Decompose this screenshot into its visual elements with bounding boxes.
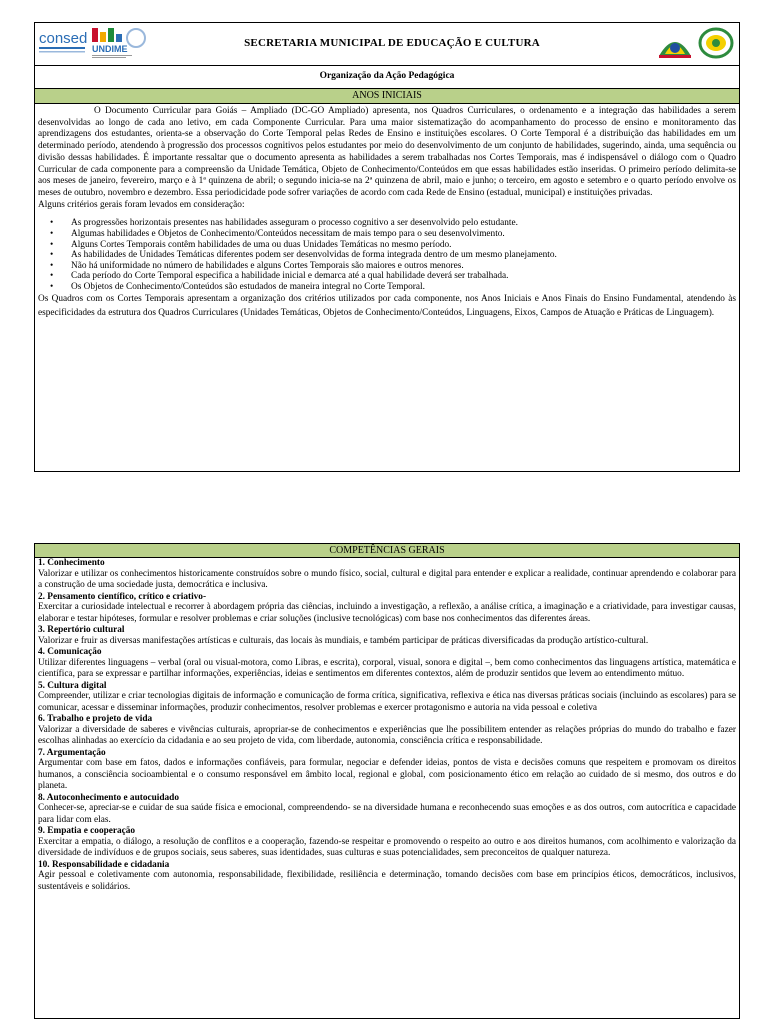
competencia-title: 5. Cultura digital	[38, 680, 107, 691]
bullet-icon: •	[50, 218, 54, 229]
section-subtitle: Organização da Ação Pedagógica	[35, 66, 739, 89]
competencia-title: 6. Trabalho e projeto de vida	[38, 714, 153, 724]
competencia-text: Exercitar a empatia, o diálogo, a resolução de conflitos e a cooperação, fazendo-se respeitar e promovendo o respeito ao outro e aos direitos humanos, com acolhimento e valorização da diversidade de indivíduos e de grupos sociais, seus saberes, suas identidades, suas culturas e suas potencialidades, sem preconceitos de qualquer natureza.	[38, 836, 736, 858]
list-item	[38, 271, 736, 282]
competencia-text: Valorizar a diversidade de saberes e vivências culturais, apropriar-se de conhecimentos e experiências que lhe possibilitem entender as relações próprias do mundo do trabalho e fazer escolhas alinhadas ao exercício da cidadania e ao seu projeto de vida, com liberdade, autonomia, consciência crítica e responsabilidade.	[38, 724, 736, 746]
competencia-title: 1. Conhecimento	[38, 558, 105, 568]
bullet-icon: •	[50, 260, 54, 271]
criteria-item-text: As progressões horizontais presentes nas habilidades asseguram o processo cognitivo a ser desenvolvido pelo estudante.	[71, 218, 518, 229]
criteria-item-text: As habilidades de Unidades Temáticas diferentes podem ser desenvolvidas de forma integrada dentro de um mesmo planejamento.	[71, 250, 557, 261]
svg-text:consed: consed	[39, 30, 88, 47]
bullet-icon: •	[50, 271, 54, 282]
bullet-icon: •	[50, 281, 54, 292]
anos-iniciais-section	[34, 22, 740, 472]
anos-iniciais-heading: ANOS INICIAIS	[35, 89, 739, 104]
criteria-item-text: Alguns Cortes Temporais contêm habilidades de uma ou duas Unidades Temáticas no mesmo período.	[71, 239, 452, 250]
competencia-title: 10. Responsabilidade e cidadania	[38, 859, 170, 870]
criteria-intro: Alguns critérios gerais foram levados em consideração:	[38, 199, 245, 210]
competencias-heading: COMPETÊNCIAS GERAIS	[35, 544, 739, 558]
competencia-text: Utilizar diferentes linguagens – verbal (oral ou visual-motora, como Libras, e escrita), corporal, visual, sonora e digital –, bem como conhecimentos das linguagens artística, matemática e científica, para se expressar e partilhar informações, experiências, ideias e sentimentos em diferentes contextos, além de produzir sentidos que levem ao entendimento mútuo.	[38, 657, 736, 679]
competencia-text: Compreender, utilizar e criar tecnologias digitais de informação e comunicação de forma crítica, significativa, reflexiva e ética nas diversas práticas sociais (incluindo as escolares) para se comunicar, acessar e disseminar informações, produzir conhecimentos, resolver problemas e exercer protagonismo e autoria na vida pessoal e coletiva	[38, 691, 736, 713]
competencia-title: 9. Empatia e cooperação	[38, 826, 136, 836]
competencias-gerais-section	[34, 543, 740, 1019]
intro-text	[35, 104, 739, 320]
bullet-icon: •	[50, 250, 54, 261]
competencia-text: Conhecer-se, apreciar-se e cuidar de sua saúde física e emocional, compreendendo- se na diversidade humana e reconhecendo suas emoções e as dos outros, com autocrítica e capacidade para lidar com elas.	[38, 803, 736, 825]
svg-text:UNDIME: UNDIME	[92, 44, 128, 54]
document-header	[35, 23, 739, 66]
document-title: SECRETARIA MUNICIPAL DE EDUCAÇÃO E CULTURA	[244, 37, 540, 49]
competencia-title: 8. Autoconhecimento e autocuidado	[38, 792, 180, 803]
intro-paragraph: O Documento Curricular para Goiás – Ampliado (DC-GO Ampliado) apresenta, nos Quadros Curriculares, o ordenamento e a integração das habilidades a serem desenvolvidas ao longo de cada ano letivo, em cada Componente Curricular. Para uma maior sistematização do acompanhamento do processo de ensino e monitoramento das aprendizagens dos estudantes, orienta-se a observação do Corte Temporal pelas Redes de Ensino e instituições escolares. O Corte Temporal é a distribuição das habilidades em um determinado período, atendendo à progressão dos processos cognitivos pelos estudantes por meio do desenvolvimento de um conjunto de habilidades, sugerindo, ainda, uma sequência ou divisão dessas habilidades. É importante ressaltar que o documento apresenta as habilidades a serem trabalhadas nos Cortes Temporais, mas é indispensável o diálogo com o Quadro Curricular de cada componente para a compreensão da Unidade Temática, Objeto de Conhecimento/Conteúdos em que essas habilidades estão inseridas. O primeiro período delimita-se aos meses de janeiro, fevereiro, março e à 1ª quinzena de abril; o segundo inicia-se na 2ª quinzena de abril, maio e junho; o terceiro, em agosto e setembro e o quarto período envolve os meses de outubro, novembro e dezembro. Essa periodicidade pode sofrer variações de acordo com cada Rede de Ensino (estadual, municipal) e instituições privadas.	[38, 106, 736, 198]
competencia-title: 4. Comunicação	[38, 647, 102, 657]
criteria-item-text: Não há uniformidade no número de habilidades e alguns Cortes Temporais são maiores e outros menores.	[71, 260, 464, 271]
competencia-title: 3. Repertório cultural	[38, 625, 125, 635]
competencias-list	[35, 558, 739, 893]
criteria-item-text: Cada período do Corte Temporal especifica a habilidade inicial e demarca até a qual habilidade deverá ser trabalhada.	[71, 271, 509, 282]
bullet-icon: •	[50, 228, 54, 239]
secretariat-emblem-icon	[698, 27, 734, 59]
competencia-title: 7. Argumentação	[38, 747, 106, 758]
list-item	[38, 261, 736, 272]
competencia-text: Agir pessoal e coletivamente com autonomia, responsabilidade, flexibilidade, resiliência e determinação, tomando decisões com base em princípios éticos, democráticos, inclusivos, sustentáveis e solidários.	[38, 870, 736, 892]
outro-paragraph: Os Quadros com os Cortes Temporais apresentam a organização dos critérios utilizados por cada componente, nos Anos Iniciais e Anos Finais do Ensino Fundamental, atendendo às especificidades da estrutura dos Quadros Curriculares (Unidades Temáticas, Objetos de Conhecimento/Conteúdos, Linguagens, Eixos, Campos de Atuação e Práticas de Linguagem).	[38, 294, 736, 319]
list-item	[38, 282, 736, 293]
criteria-list	[38, 218, 736, 292]
undime-logo	[90, 26, 148, 60]
consed-logo	[38, 26, 88, 56]
competencia-text: Argumentar com base em fatos, dados e informações confiáveis, para formular, negociar e defender ideias, pontos de vista e decisões comuns que respeitem e promovam os direitos humanos, a consciência socioambiental e o consumo responsável em âmbito local, regional e global, com posicionamento ético em relação ao cuidado de si mesmo, dos outros e do planeta.	[38, 758, 736, 791]
competencia-text: Exercitar a curiosidade intelectual e recorrer à abordagem própria das ciências, incluindo a investigação, a reflexão, a análise crítica, a imaginação e a criatividade, para investigar causas, elaborar e testar hipóteses, formular e resolver problemas e criar soluções (inclusive tecnológicas) com base nos conhecimentos das diferentes áreas.	[38, 602, 736, 624]
criteria-item-text: Algumas habilidades e Objetos de Conhecimento/Conteúdos necessitam de mais tempo para o seu desenvolvimento.	[71, 228, 505, 239]
bullet-icon: •	[50, 239, 54, 250]
competencia-title: 2. Pensamento científico, crítico e criativo-	[38, 591, 207, 602]
competencia-text: Valorizar e utilizar os conhecimentos historicamente construídos sobre o mundo físico, social, cultural e digital para entender e explicar a realidade, continuar aprendendo e colaborar para a construção de uma sociedade justa, democrática e inclusiva.	[38, 568, 736, 590]
list-item	[38, 229, 736, 240]
competencia-text: Valorizar e fruir as diversas manifestações artísticas e culturais, das locais às mundiais, e também participar de práticas diversificadas da produção artístico-cultural.	[38, 635, 649, 646]
municipality-crest-icon	[657, 28, 693, 60]
list-item	[38, 218, 736, 229]
criteria-item-text: Os Objetos de Conhecimento/Conteúdos são estudados de maneira integral no Corte Temporal.	[71, 281, 425, 292]
list-item	[38, 250, 736, 261]
list-item	[38, 240, 736, 251]
